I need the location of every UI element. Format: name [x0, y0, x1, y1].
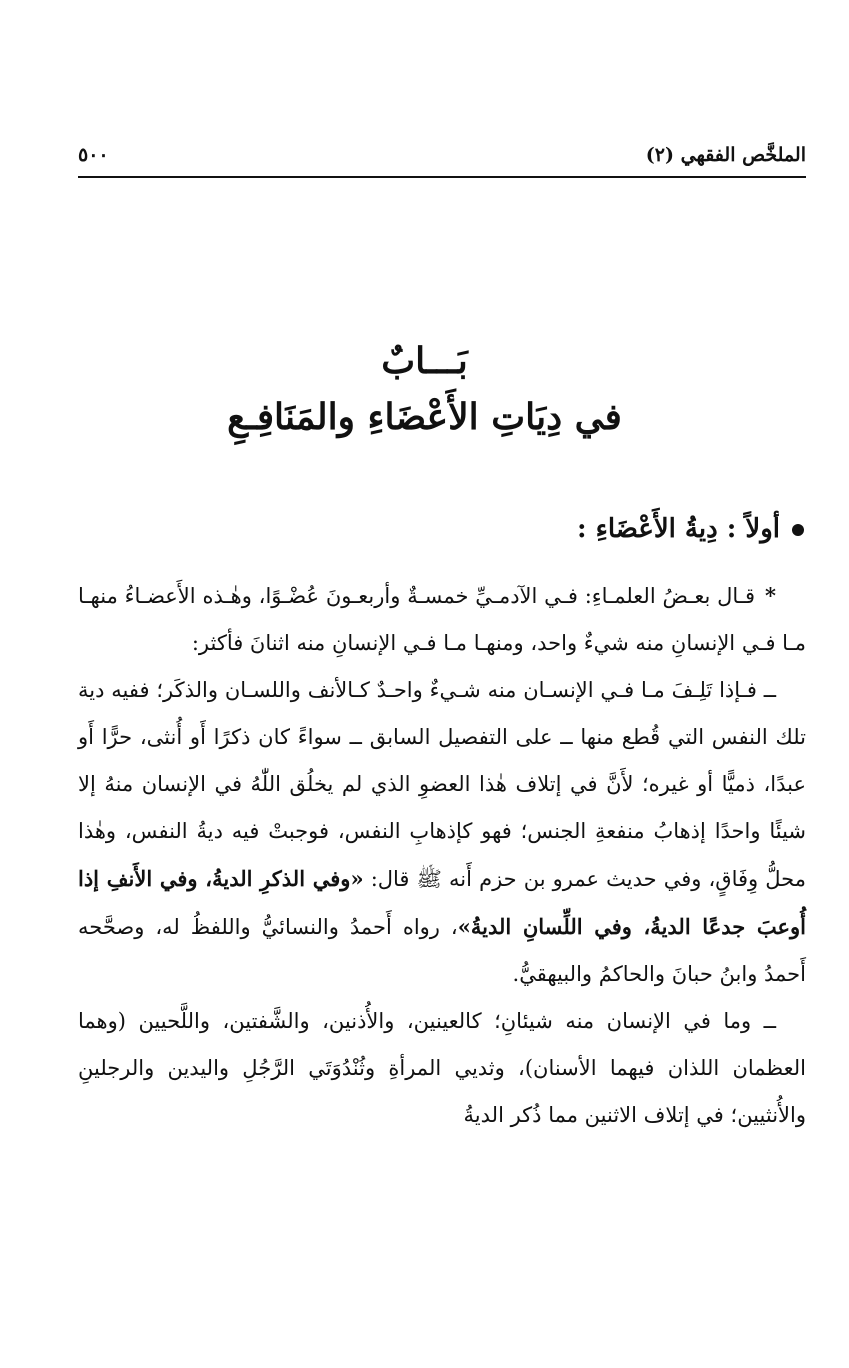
body-text	[78, 572, 806, 1139]
section-heading-text: أولاً : دِيةُ الأَعْضَاءِ :	[576, 514, 780, 544]
paragraph-1	[78, 572, 806, 667]
paragraph-3	[78, 998, 806, 1139]
header-divider	[78, 176, 806, 178]
chapter-label: بَـــابٌ	[381, 340, 468, 382]
bullet-icon	[792, 524, 804, 536]
paragraph-2-end: ، رواه أَحمدُ والنسائيُّ واللفظُ له، وصحَّحه أَحمدُ وابنُ حبانَ والحاكمُ والبيهقيُّ.	[78, 915, 806, 986]
hadith-quote: «وفي الذكرِ الديةُ، وفي الأَنفِ إذا أُوعبَ جدعًا الديةُ، وفي اللِّسانِ الديةُ»	[78, 866, 806, 939]
running-header	[78, 138, 806, 172]
page-number: ٥٠٠	[78, 144, 109, 166]
paragraph-1-text: قـال بعـضُ العلمـاءِ: فـي الآدمـيِّ خمسـةٌ وأربعـونَ عُضْـوًا، وهٰـذه الأَعضـاءُ منهـا مـا فـي الإنسانِ منه شيءٌ واحد، ومنهـا مـا فـي الإنسانِ منه اثنانَ فأكثر:	[78, 584, 806, 655]
asterisk-icon: *	[765, 583, 776, 608]
book-title: الملخَّص الفقهي (٢)	[645, 144, 806, 166]
section-heading	[64, 514, 804, 544]
chapter-title: في دِيَاتِ الأَعْضَاءِ والمَنَافِـعِ	[227, 396, 622, 438]
paragraph-3-text: ــ وما في الإنسان منه شيئانِ؛ كالعينين، والأُذنين، والشَّفتين، واللَّحيين (وهما العظمان اللذان فيهما الأسنان)، وثديي المرأةِ وثُنْدُوَتَي الرَّجُلِ واليدين والرجلينِ والأُنثيين؛ في إتلاف الاثنين مما ذُكر الديةُ	[78, 1009, 806, 1127]
paragraph-2	[78, 667, 806, 998]
paragraph-2-text: ــ فـإذا تَلِـفَ مـا فـي الإنسـان منه شـيءٌ واحـدٌ كـالأنف واللسـان والذكَر؛ ففيه دية تلك النفس التي قُطع منها ــ على التفصيل السابق ــ سواءً كان ذكرًا أَو أُنثى، حرًّا أَو عبدًا، ذميًّا أو غيره؛ لأَنَّ في إتلاف هٰذا العضوِ الذي لم يخلُق اللّٰهُ في الإنسان منهُ إلا شيئًا واحدًا إذهابُ منفعةِ الجنس؛ فهو كإذهابِ النفس، فوجبتْ فيه ديةُ النفس، وهٰذا محلُّ وِفَاقٍ، وفي حديث عمرو بن حزم أَنه ﷺ قال:	[78, 678, 806, 891]
